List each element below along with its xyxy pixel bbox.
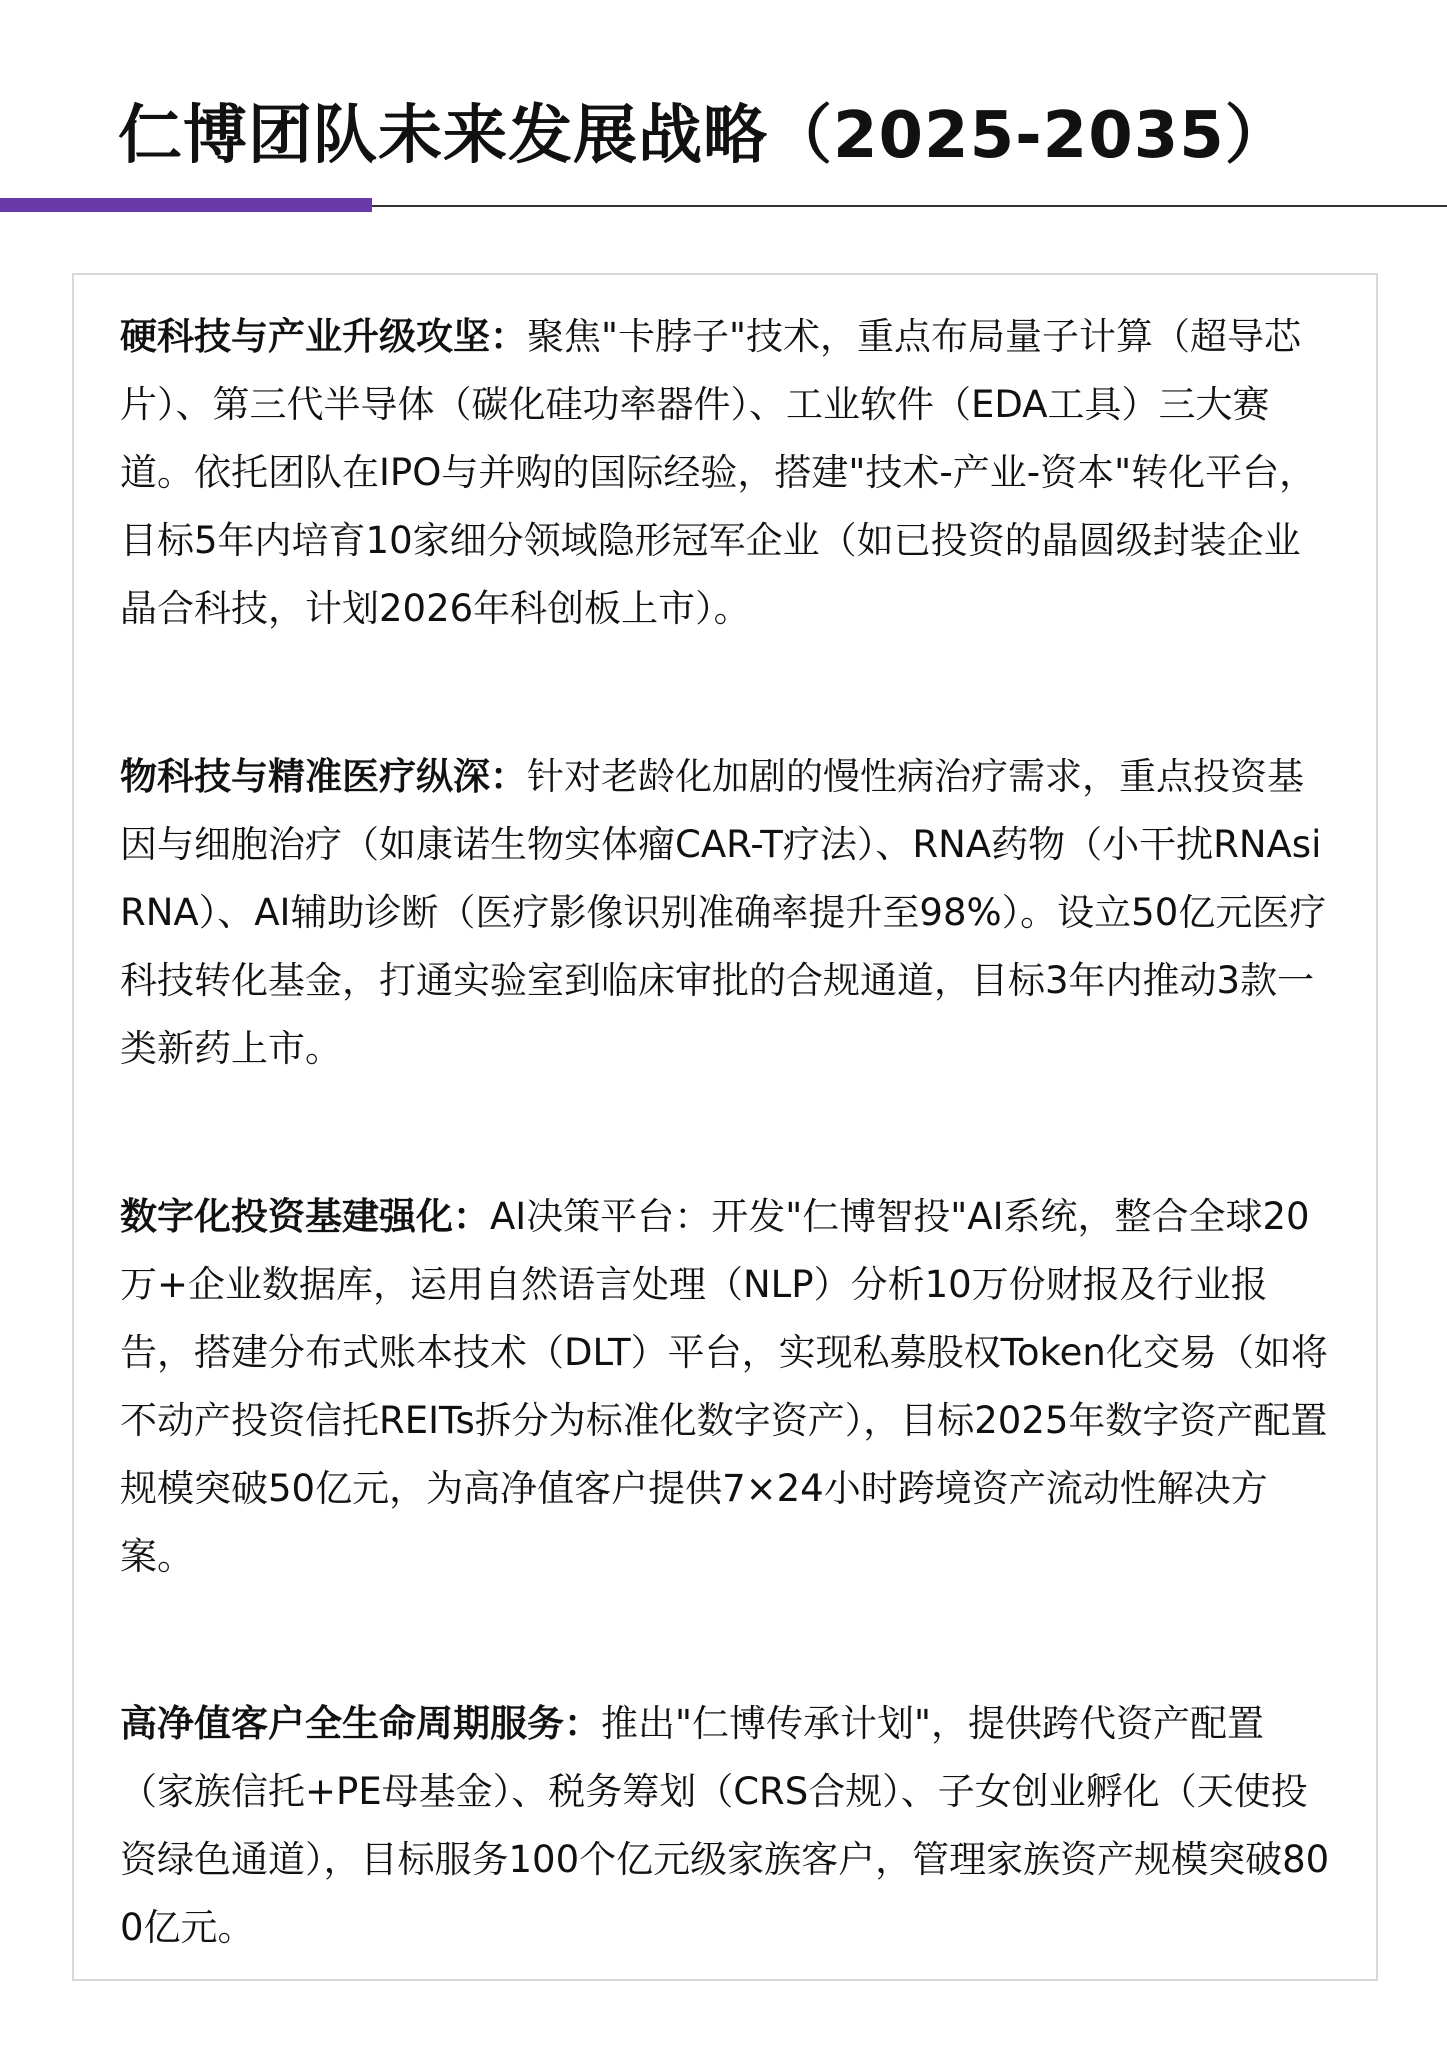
section-biotech-medical xyxy=(120,743,1336,1083)
section-heading: 物科技与精准医疗纵深： xyxy=(120,755,527,798)
section-heading: 高净值客户全生命周期服务： xyxy=(120,1702,601,1745)
section-body: AI决策平台：开发"仁博智投"AI系统，整合全球20万+企业数据库，运用自然语言处理（NLP）分析10万份财报及行业报告，搭建分布式账本技术（DLT）平台，实现私募股权Token化交易（如将不动产投资信托REITs拆分为标准化数字资产），目标2025年数字资产配置规模突破50亿元，为高净值客户提供7×24小时跨境资产流动性解决方案。 xyxy=(120,1195,1328,1578)
page-title: 仁博团队未来发展战略（2025-2035） xyxy=(118,99,1290,173)
content-card xyxy=(72,273,1378,1981)
section-body: 针对老龄化加剧的慢性病治疗需求，重点投资基因与细胞治疗（如康诺生物实体瘤CAR-T疗法）、RNA药物（小干扰RNAsiRNA）、AI辅助诊断（医疗影像识别准确率提升至98%）。设立50亿元医疗科技转化基金，打通实验室到临床审批的合规通道，目标3年内推动3款一类新药上市。 xyxy=(120,755,1327,1070)
section-heading: 硬科技与产业升级攻坚： xyxy=(120,315,527,358)
section-digital-infrastructure xyxy=(120,1183,1336,1591)
section-body: 推出"仁博传承计划"，提供跨代资产配置（家族信托+PE母基金）、税务筹划（CRS合规）、子女创业孵化（天使投资绿色通道），目标服务100个亿元级家族客户，管理家族资产规模突破800亿元。 xyxy=(120,1702,1330,1949)
section-hard-tech xyxy=(120,303,1336,643)
section-hnw-client-service xyxy=(120,1690,1336,1962)
title-accent-bar xyxy=(0,198,372,212)
section-heading: 数字化投资基建强化： xyxy=(120,1195,490,1238)
section-body: 聚焦"卡脖子"技术，重点布局量子计算（超导芯片）、第三代半导体（碳化硅功率器件）、工业软件（EDA工具）三大赛道。依托团队在IPO与并购的国际经验，搭建"技术-产业-资本"转化平台，目标5年内培育10家细分领域隐形冠军企业（如已投资的晶圆级封装企业晶合科技，计划2026年科创板上市）。 xyxy=(120,315,1317,630)
